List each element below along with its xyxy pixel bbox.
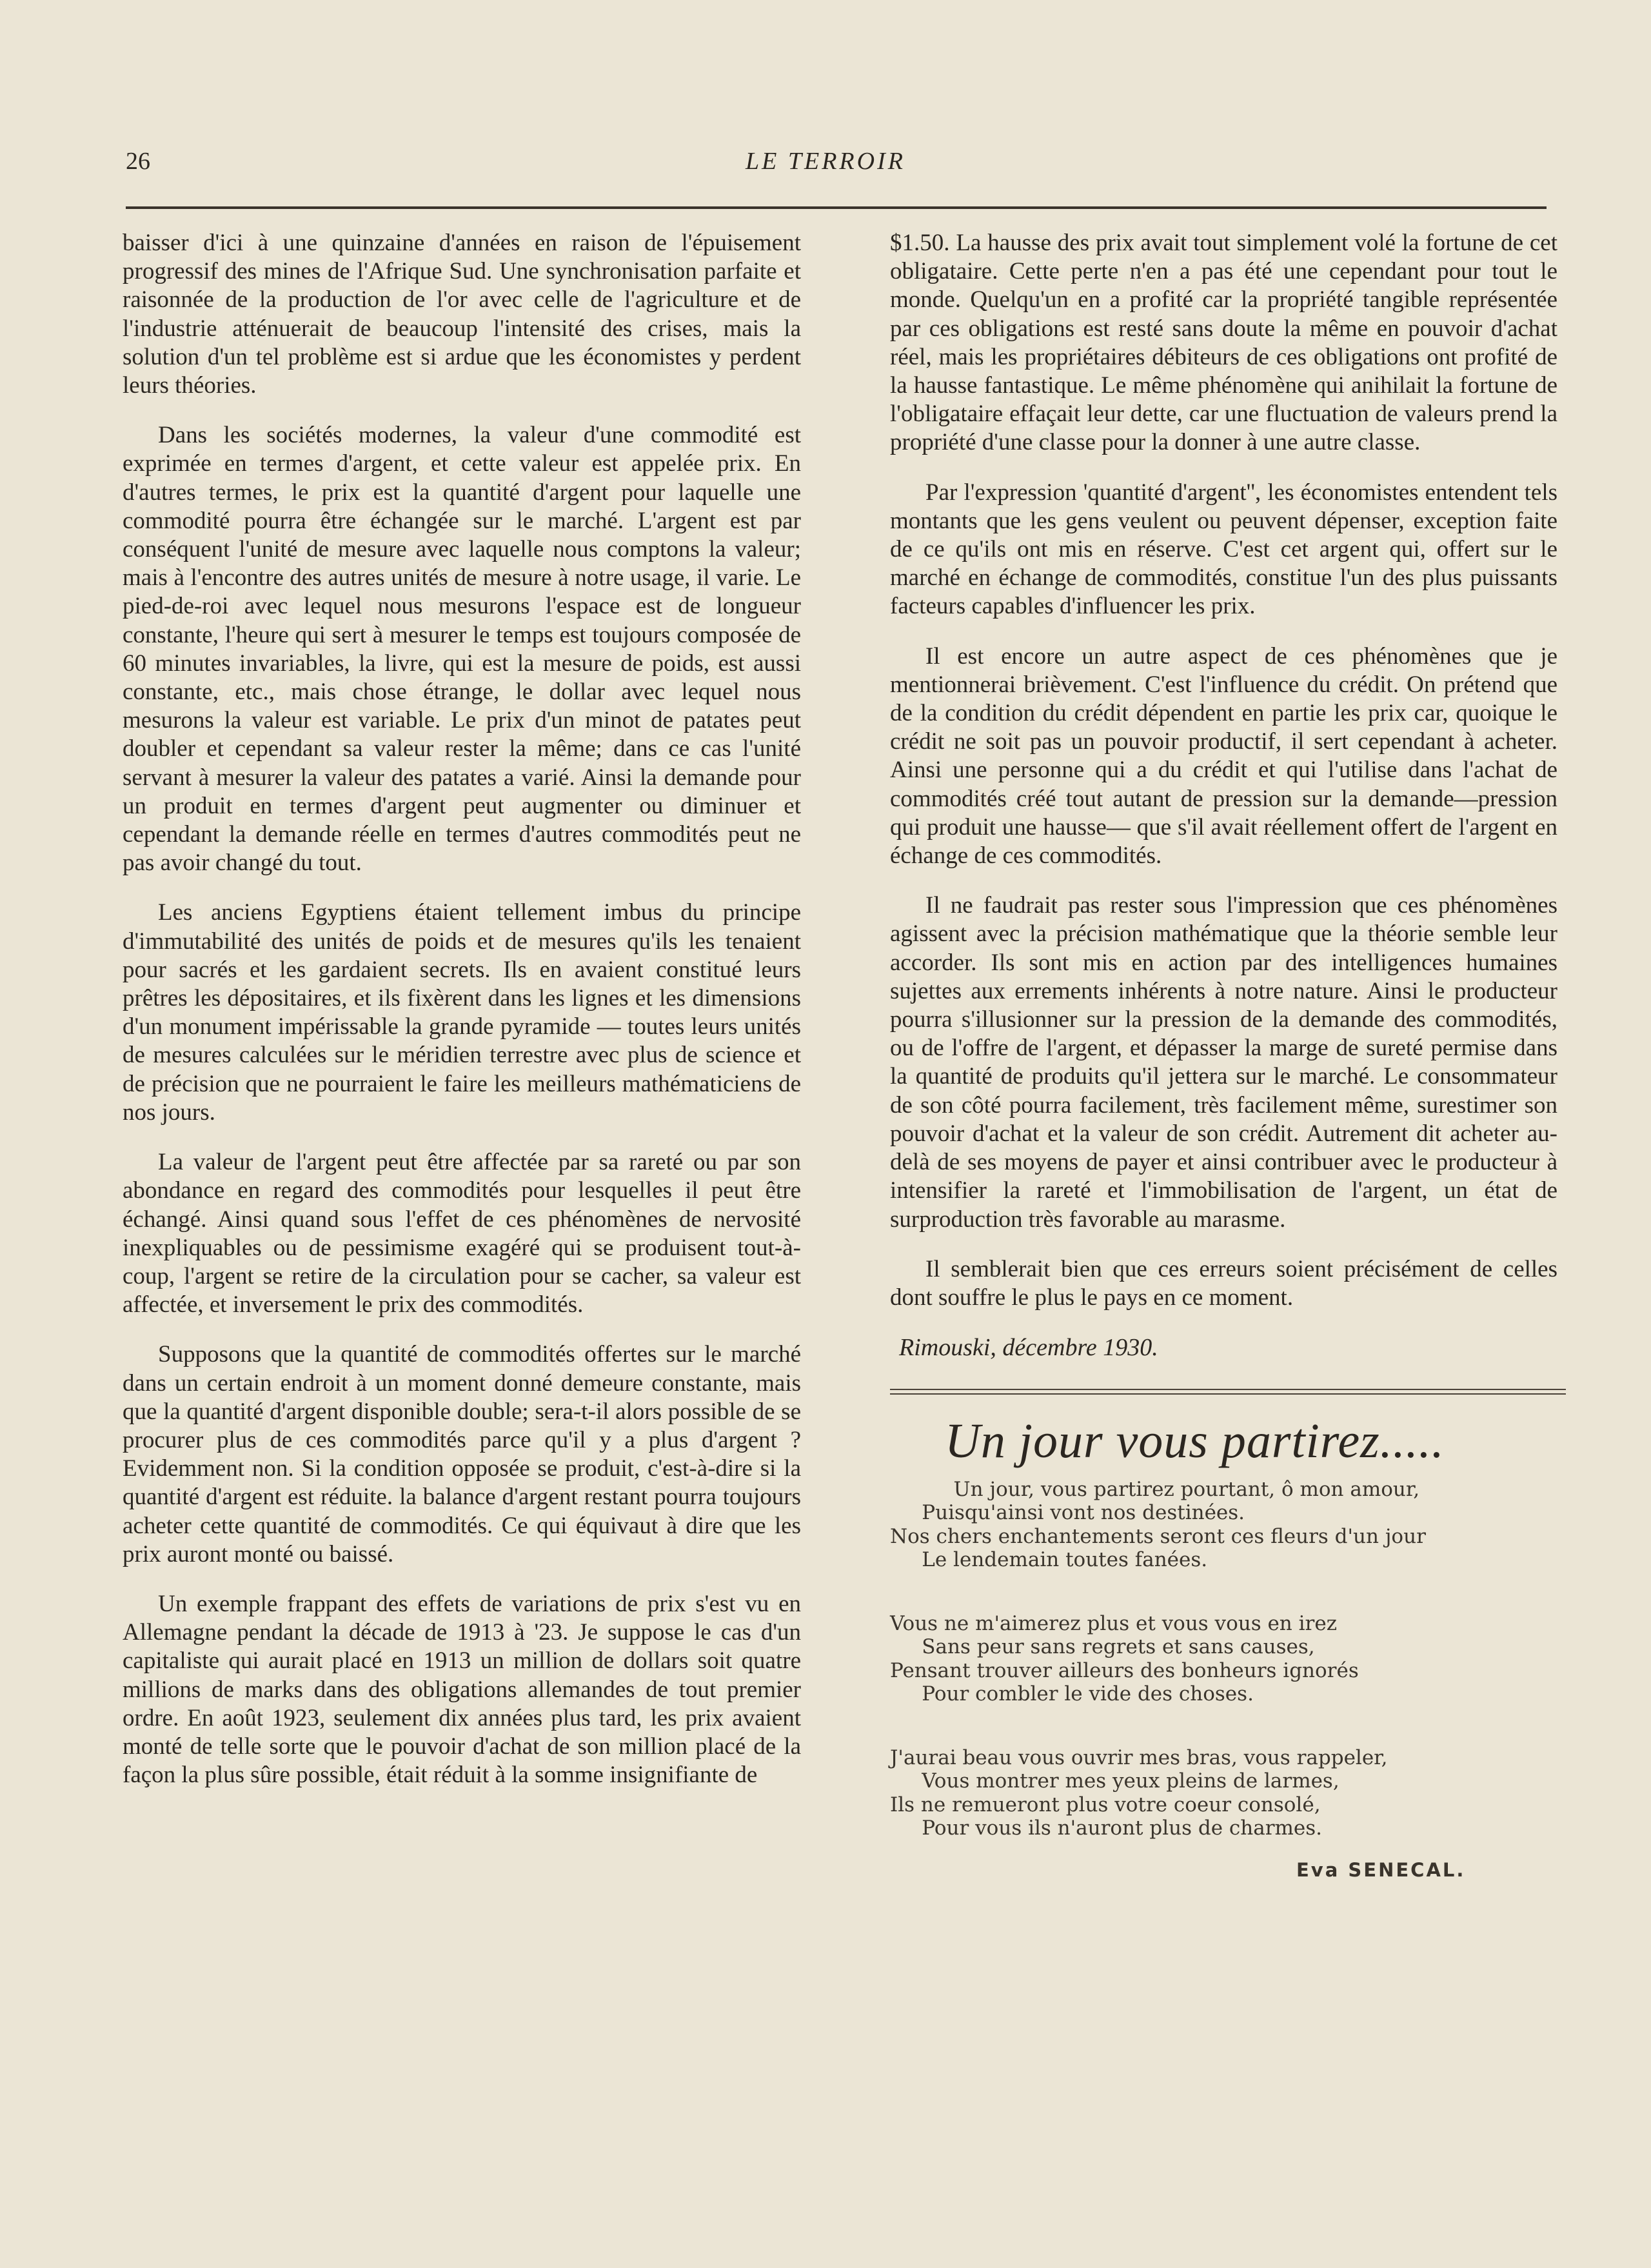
- paragraph: Il semblerait bien que ces erreurs soient précisément de celles dont souffre le plus le pays en ce moment.: [890, 1255, 1557, 1311]
- paragraph: Un exemple frappant des effets de variations de prix s'est vu en Allemagne pendant la décade de 1913 à '23. Je suppose le cas d'un capitaliste qui aurait placé en 1913 un million de dollars soit quatre millions de marks dans des obligations allemandes de tout premier ordre. En août 1923, seulement dix années plus tard, les prix avaient monté de telle sorte que le pouvoir d'achat de son million placé de la façon la plus sûre possible, était réduit à la somme insignifiante de: [123, 1590, 801, 1789]
- paragraph: baisser d'ici à une quinzaine d'années en raison de l'épuisement progressif des mines de l'Afrique Sud. Une synchronisation parfaite et raisonnée de la production de l'or avec celle de l'agriculture et de l'industrie atténuerait de beaucoup l'intensité des crises, mais la solution d'un tel problème est si ardue que les économistes y perdent leurs théories.: [123, 230, 801, 399]
- paragraph: $1.50. La hausse des prix avait tout simplement volé la fortune de cet obligataire. Cette perte n'en a pas été une cependant pour tout le monde. Quelqu'un en a profité car la propriété tangible représentée par ces obligations est resté sans doute la même en pouvoir d'achat réel, mais les propriétaires débiteurs de ces obligations ont profité de la hausse fantastique. Le même phénomène qui anihilait la fortune de l'obligataire effaçait leur dette, car une fluctuation de valeurs prend la propriété d'une classe pour la donner à une autre classe.: [890, 230, 1557, 456]
- running-head: LE TERROIR: [746, 148, 905, 175]
- paragraph: Il est encore un autre aspect de ces phénomènes que je mentionnerai brièvement. C'est l'influence du crédit. On prétend que de la condition du crédit dépendent en partie les prix car, quoique le crédit ne soit pas un pouvoir productif, il sert cependant à acheter. Ainsi une personne qui a du crédit et qui l'utilise dans l'achat de commodités créé tout autant de pression sur la demande—pression qui produit une hausse— que s'il avait réellement offert de l'argent en échange de ces commodités.: [890, 642, 1557, 870]
- paragraph: Dans les sociétés modernes, la valeur d'une commodité est exprimée en termes d'argent, et cette valeur est appelée prix. En d'autres termes, le prix est la quantité d'argent pour laquelle une commodité pourra être échangée sur le marché. L'argent est par conséquent l'unité de mesure avec laquelle nous comptons la valeur; mais à l'encontre des autres unités de mesure à notre usage, il varie. Le pied-de-roi avec lequel nous mesurons l'espace est de longueur constante, l'heure qui sert à mesurer le temps est toujours composée de 60 minutes invariables, la livre, qui est la mesure de poids, est aussi constante, etc., mais chose étrange, le dollar avec lequel nous mesurons la valeur est variable. Le prix d'un minot de patates peut doubler et cependant sa valeur rester la même; dans ce cas l'unité servant à mesurer la valeur des patates a varié. Ainsi la demande pour un produit en termes d'argent peut augmenter ou diminuer et cependant la demande réelle en termes d'autres commodités peut ne pas avoir changé du tout.: [123, 422, 801, 877]
- poem-stanza: [890, 1746, 1557, 1840]
- paragraph: Par l'expression 'quantité d'argent'', les économistes entendent tels montants que les gens veulent ou peuvent dépenser, exception faite de ce qu'ils ont mis en réserve. C'est cet argent qui, offert sur le marché en échange de commodités, constitue l'un des plus puissants facteurs capables d'influencer les prix.: [890, 479, 1557, 620]
- poem-line: Un jour, vous partirez pourtant, ô mon amour,: [890, 1477, 1420, 1501]
- poem-line: Nos chers enchantements seront ces fleurs d'un jour: [890, 1524, 1426, 1548]
- poem-line: Pensant trouver ailleurs des bonheurs ignorés: [890, 1658, 1359, 1682]
- poem-line: Puisqu'ainsi vont nos destinées.: [890, 1501, 1245, 1525]
- poem-line: Le lendemain toutes fanées.: [890, 1548, 1208, 1572]
- poem-stanza: [890, 1612, 1557, 1706]
- poem-title: Un jour vous partirez.....: [945, 1414, 1445, 1469]
- poem-line: Vous ne m'aimerez plus et vous vous en irez: [890, 1611, 1338, 1635]
- header-rule: [126, 206, 1547, 209]
- page-number: 26: [126, 148, 150, 175]
- poem-line: Pour vous ils n'auront plus de charmes.: [890, 1816, 1323, 1840]
- paragraph: La valeur de l'argent peut être affectée par sa rareté ou par son abondance en regard des commodités pour lesquelles il peut être échangé. Ainsi quand sous l'effet de ces phénomènes de nervosité inexpliquables ou de pessimisme exagéré qui se produisent tout-à-coup, l'argent se retire de la circulation pour se cacher, sa valeur est affectée, et inversement le prix des commodités.: [123, 1149, 801, 1318]
- poem-line: Ils ne remueront plus votre coeur consolé,: [890, 1793, 1321, 1816]
- left-column: [123, 229, 801, 1811]
- article-signoff: Rimouski, décembre 1930.: [899, 1334, 1158, 1362]
- poem-line: Vous montrer mes yeux pleins de larmes,: [890, 1769, 1340, 1793]
- poem: [890, 1478, 1557, 1840]
- poem-stanza: [890, 1478, 1557, 1572]
- poem-line: J'aurai beau vous ouvrir mes bras, vous rappeler,: [890, 1746, 1388, 1769]
- poem-line: Sans peur sans regrets et sans causes,: [890, 1635, 1315, 1659]
- paragraph: Il ne faudrait pas rester sous l'impression que ces phénomènes agissent avec la précision mathématique que la théorie semble leur accorder. Ils sont mis en action par des intelligences humaines sujettes aux errements inhérents à notre nature. Ainsi le producteur pourra s'illusionner sur la pression de la demande des commodités, ou de l'offre de l'argent, et dépasser la marge de sureté permise dans la quantité de produits qu'il jettera sur le marché. Le consommateur de son côté pourra facilement, très facilement même, surestimer son pouvoir d'achat et la valeur de son crédit. Autrement dit acheter au-delà de ses moyens de payer et ainsi contribuer avec le producteur à intensifier la rareté et l'immobilisation de l'argent, un état de surproduction très favorable au marasme.: [890, 892, 1557, 1233]
- poem-line: Pour combler le vide des choses.: [890, 1682, 1254, 1706]
- poem-author: Eva SENECAL.: [1296, 1858, 1466, 1881]
- paragraph: Supposons que la quantité de commodités offertes sur le marché dans un certain endroit à un moment donné demeure constante, mais que la quantité d'argent disponible double; sera-t-il alors possible de se procurer plus de ces commodités parce qu'il y a plus d'argent ? Evidemment non. Si la condition opposée se produit, c'est-à-dire si la quantité d'argent est réduite. la balance d'argent restant pourra toujours acheter cette quantité de commodités. Ce qui équivaut à dire que les prix auront monté ou baissé.: [123, 1341, 801, 1567]
- paragraph: Les anciens Egyptiens étaient tellement imbus du principe d'immutabilité des unités de poids et de mesures qu'ils les tenaient pour sacrés et les gardaient secrets. Ils en avaient constitué leurs prêtres les dépositaires, et ils fixèrent dans les lignes et les dimensions d'un monument impérissable la grande pyramide — toutes leurs unités de mesures calculées sur le méridien terrestre avec plus de science et de précision que ne pourraient le faire les meilleurs mathématiciens de nos jours.: [123, 899, 801, 1126]
- right-column: [890, 229, 1557, 1884]
- section-divider: [890, 1389, 1566, 1395]
